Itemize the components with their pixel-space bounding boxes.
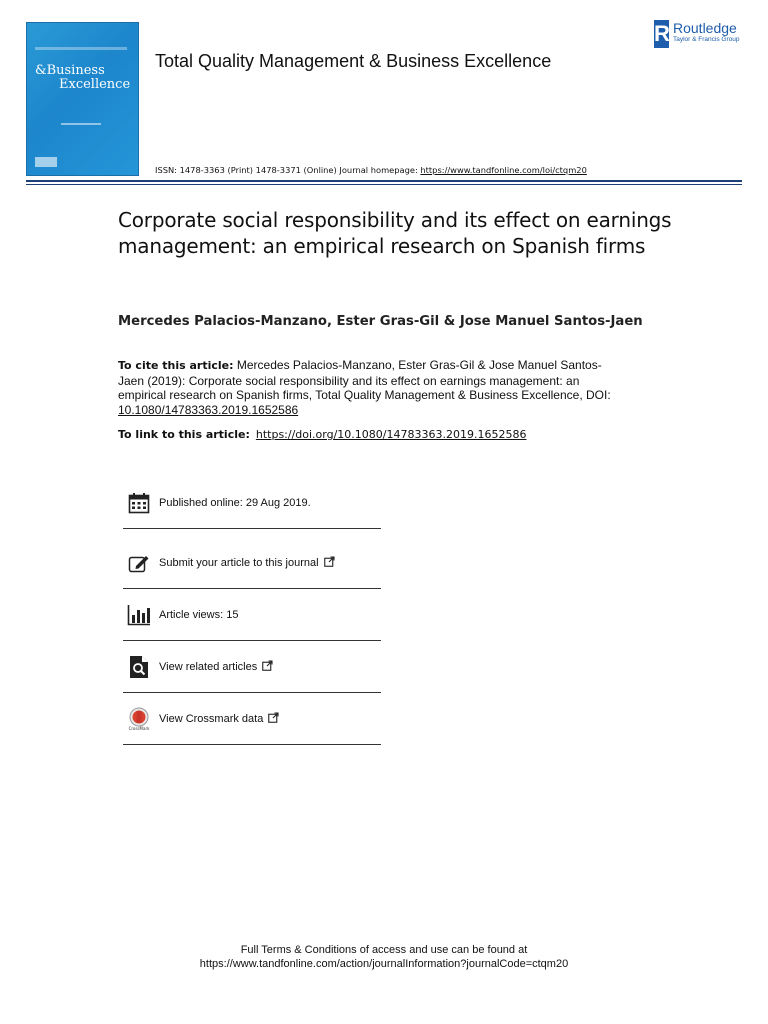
cite-text: Mercedes Palacios-Manzano, Ester Gras-Gil & Jose Manuel Santos-Jaen (2019): Corporate social responsibility and its effect on earnings management: an empirical research on Spanish firms, Total Quality Management & Business Excellence, DOI:	[118, 358, 611, 402]
cite-doi-link[interactable]: 10.1080/14783363.2019.1652586	[118, 402, 299, 417]
cover-publisher-logo	[35, 157, 57, 167]
related-articles-text: View related articles	[159, 660, 258, 673]
external-link-icon	[262, 660, 273, 674]
article-views-text: Article views: 15	[159, 608, 239, 621]
published-online-text: Published online: 29 Aug 2019.	[159, 496, 311, 509]
header-divider	[26, 180, 742, 182]
related-articles-link[interactable]	[159, 660, 273, 674]
submit-article-link[interactable]	[159, 556, 335, 570]
article-doi-link[interactable]: https://doi.org/10.1080/14783363.2019.1652586	[255, 428, 527, 441]
journal-homepage-link[interactable]: https://www.tandfonline.com/loi/ctqm20	[420, 165, 587, 175]
article-authors: Mercedes Palacios-Manzano, Ester Gras-Gil & Jose Manuel Santos-Jaen	[118, 314, 643, 329]
terms-footer	[0, 943, 768, 971]
article-title: Corporate social responsibility and its effect on earnings management: an empirical research on Spanish firms	[118, 208, 672, 258]
footer-line1: Full Terms & Conditions of access and use can be found at	[240, 944, 528, 956]
crossmark-text: View Crossmark data	[159, 712, 264, 725]
article-link-block	[118, 428, 526, 441]
crossmark-row[interactable]	[123, 693, 381, 745]
footer-terms-link[interactable]: https://www.tandfonline.com/action/journalInformation?journalCode=ctqm20	[199, 958, 569, 970]
external-link-icon	[324, 556, 335, 570]
submit-article-text: Submit your article to this journal	[159, 556, 319, 569]
citation-block	[118, 358, 618, 417]
external-link-icon	[268, 712, 279, 726]
related-articles-row[interactable]	[123, 641, 381, 693]
header-divider-thin	[26, 184, 742, 185]
publisher-logo[interactable]	[654, 20, 739, 48]
publisher-subtitle: Taylor & Francis Group	[673, 36, 740, 43]
publisher-text	[673, 20, 739, 44]
cite-label: To cite this article:	[118, 359, 234, 372]
cover-decoration	[35, 47, 127, 50]
submit-article-row[interactable]	[123, 537, 381, 589]
publisher-name: Routledge	[673, 20, 737, 36]
edit-icon	[127, 551, 151, 575]
link-label: To link to this article:	[118, 428, 250, 441]
cover-decoration	[61, 123, 101, 125]
article-views-row	[123, 589, 381, 641]
calendar-icon	[127, 491, 151, 515]
published-online-row	[123, 477, 381, 529]
journal-title: Total Quality Management & Business Excellence	[155, 51, 552, 71]
routledge-logo-icon: R	[654, 21, 670, 46]
issn-text: ISSN: 1478-3363 (Print) 1478-3371 (Online) Journal homepage:	[155, 165, 421, 175]
journal-cover-image	[26, 22, 139, 176]
bar-chart-icon	[127, 603, 151, 627]
cover-title-line1: &Business	[35, 63, 105, 78]
issn-line	[155, 165, 587, 175]
crossmark-icon	[127, 707, 151, 731]
crossmark-link[interactable]	[159, 712, 279, 726]
document-search-icon	[127, 655, 151, 679]
crossmark-badge-label: CrossMark	[128, 725, 150, 731]
cover-title-line2: Excellence	[59, 77, 131, 92]
